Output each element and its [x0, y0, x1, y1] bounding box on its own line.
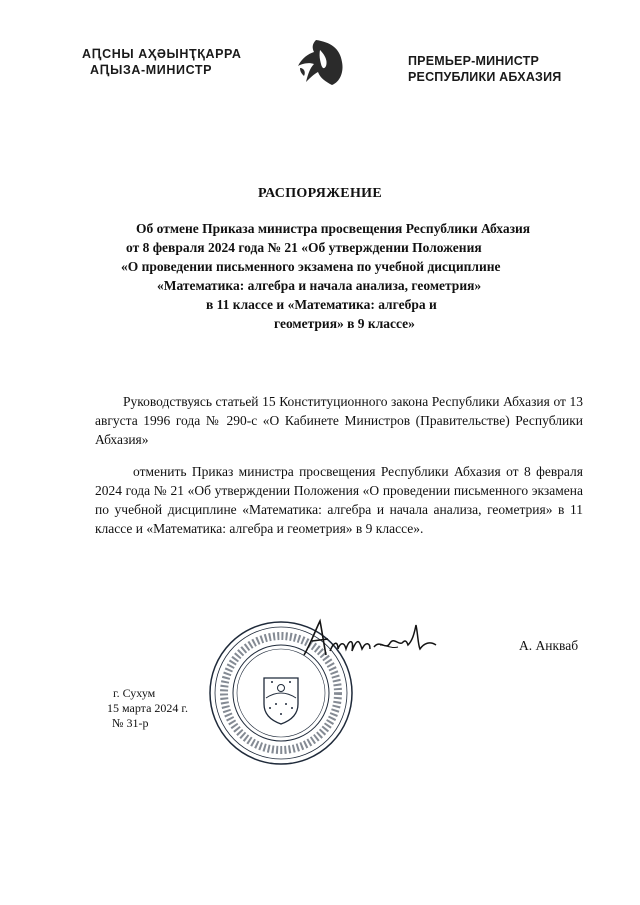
header-left: [82, 46, 242, 78]
subject-line: «О проведении письменного экзамена по учебной дисциплине: [121, 259, 501, 274]
subject-line: «Математика: алгебра и начала анализа, геометрия»: [157, 278, 482, 293]
document-footer: [107, 686, 188, 731]
paragraph-order: отменить Приказ министра просвещения Республики Абхазия от 8 февраля 2024 года № 21 «Об утверждении Положения «О проведении письменного экзамена по учебной дисциплине «Математика: алгебра и начала анализа, геометрия» в 11 классе и «Математика: алгебра и геометрия» в 9 классе».: [95, 464, 583, 536]
paragraph-legal-basis: Руководствуясь статьей 15 Конституционного закона Республики Абхазия от 13 августа 1996 года № 290-с «О Кабинете Министров (Правительстве) Республики Абхазия»: [95, 394, 583, 447]
header-left-line1: АԤСНЫ АҲӘЫНҬҚАРРА: [82, 47, 242, 61]
subject-line: в 11 классе и «Математика: алгебра и: [206, 297, 437, 312]
date-label: 15 марта 2024 г.: [107, 701, 188, 715]
document-title: РАСПОРЯЖЕНИЕ: [258, 186, 382, 201]
place-label: г. Сухум: [113, 686, 156, 700]
header-left-line2: АԤЫЗА-МИНИСТР: [90, 63, 213, 77]
abkhazia-emblem-icon: [290, 38, 348, 86]
subject-line: от 8 февраля 2024 года № 21 «Об утверждении Положения: [126, 240, 482, 255]
subject-line: Об отмене Приказа министра просвещения Республики Абхазия: [136, 221, 531, 236]
header-right: [408, 53, 561, 85]
signer-name: А. Анкваб: [519, 638, 579, 653]
document-number: № 31-р: [112, 716, 149, 730]
document-subject: [0, 219, 640, 333]
header-right-line2: РЕСПУБЛИКИ АБХАЗИЯ: [408, 70, 562, 84]
header-right-line1: ПРЕМЬЕР-МИНИСТР: [408, 54, 539, 68]
subject-line: геометрия» в 9 классе»: [274, 316, 415, 331]
handwritten-signature-icon: [300, 615, 440, 670]
